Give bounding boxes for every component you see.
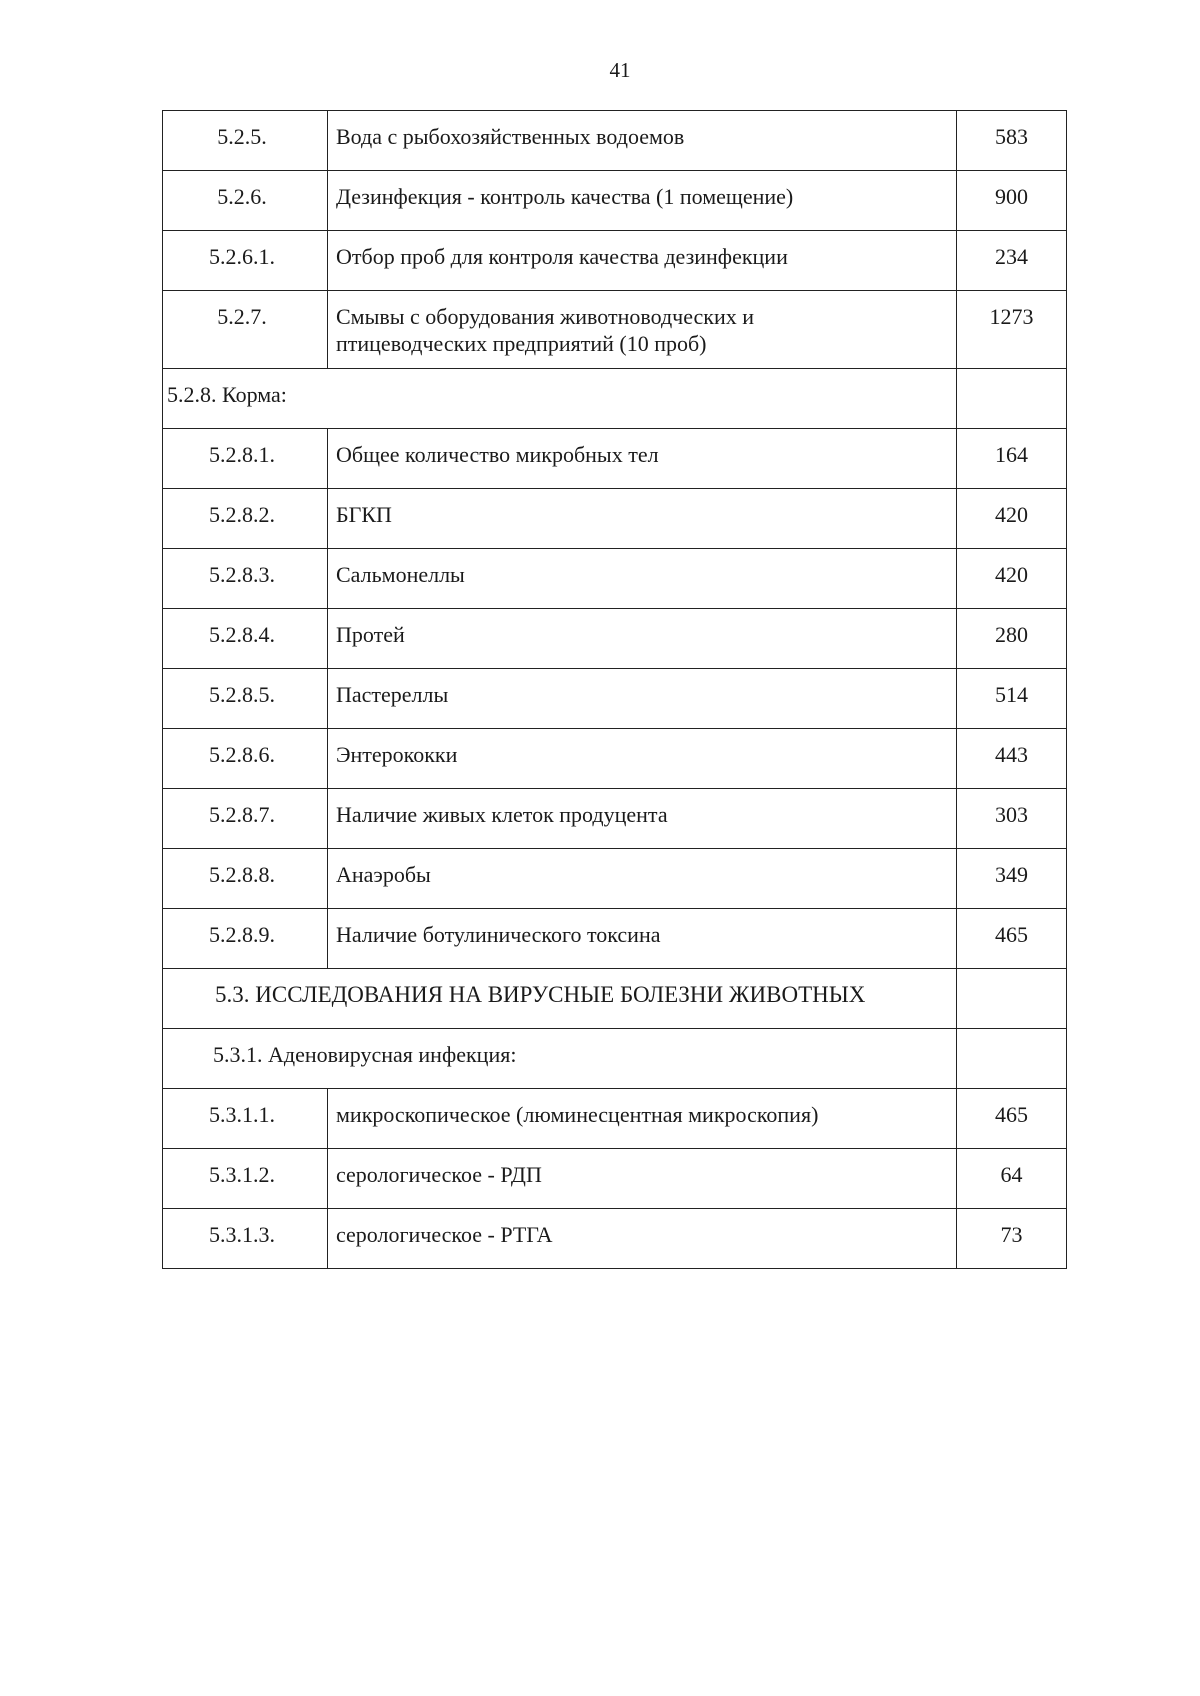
table-row xyxy=(163,429,1067,489)
table-row xyxy=(163,231,1067,291)
row-code: 5.3.1.3. xyxy=(163,1209,328,1269)
row-name: Анаэробы xyxy=(328,849,957,909)
row-name: Дезинфекция - контроль качества (1 помещение) xyxy=(328,171,957,231)
table-row xyxy=(163,789,1067,849)
row-code: 5.2.8.7. xyxy=(163,789,328,849)
table-row xyxy=(163,849,1067,909)
row-name: Пастереллы xyxy=(328,669,957,729)
price-table xyxy=(162,110,1067,1269)
row-code: 5.2.6.1. xyxy=(163,231,328,291)
row-code: 5.3.1.2. xyxy=(163,1149,328,1209)
row-code: 5.2.7. xyxy=(163,291,328,369)
row-name xyxy=(328,291,957,369)
row-code: 5.2.8.5. xyxy=(163,669,328,729)
table-row xyxy=(163,1209,1067,1269)
row-name: Энтерококки xyxy=(328,729,957,789)
table-row xyxy=(163,549,1067,609)
row-name: серологическое - РТГА xyxy=(328,1209,957,1269)
table-row xyxy=(163,969,1067,1029)
table-row xyxy=(163,1149,1067,1209)
table-row xyxy=(163,669,1067,729)
row-price: 900 xyxy=(957,171,1067,231)
row-price-empty xyxy=(957,1029,1067,1089)
row-name: Наличие живых клеток продуцента xyxy=(328,789,957,849)
row-price: 164 xyxy=(957,429,1067,489)
group-header: 5.2.8. Корма: xyxy=(163,369,957,429)
table-row xyxy=(163,111,1067,171)
row-code: 5.2.5. xyxy=(163,111,328,171)
row-price-empty xyxy=(957,369,1067,429)
row-price: 1273 xyxy=(957,291,1067,369)
row-code: 5.2.8.6. xyxy=(163,729,328,789)
section-title: 5.3. ИССЛЕДОВАНИЯ НА ВИРУСНЫЕ БОЛЕЗНИ ЖИВОТНЫХ xyxy=(163,969,957,1029)
table-row xyxy=(163,609,1067,669)
row-price-empty xyxy=(957,969,1067,1029)
row-name: Наличие ботулинического токсина xyxy=(328,909,957,969)
table-row xyxy=(163,369,1067,429)
row-name: серологическое - РДП xyxy=(328,1149,957,1209)
row-price: 443 xyxy=(957,729,1067,789)
row-name: Отбор проб для контроля качества дезинфекции xyxy=(328,231,957,291)
row-name-line: птицеводческих предприятий (10 проб) xyxy=(336,331,707,356)
table-row xyxy=(163,729,1067,789)
table-row xyxy=(163,291,1067,369)
table-row xyxy=(163,1029,1067,1089)
row-name: микроскопическое (люминесцентная микроскопия) xyxy=(328,1089,957,1149)
table-row xyxy=(163,489,1067,549)
row-price: 349 xyxy=(957,849,1067,909)
row-price: 420 xyxy=(957,549,1067,609)
row-price: 420 xyxy=(957,489,1067,549)
row-name: Общее количество микробных тел xyxy=(328,429,957,489)
row-price: 64 xyxy=(957,1149,1067,1209)
row-code: 5.2.8.9. xyxy=(163,909,328,969)
row-price: 303 xyxy=(957,789,1067,849)
row-code: 5.2.8.4. xyxy=(163,609,328,669)
row-price: 465 xyxy=(957,909,1067,969)
row-code: 5.2.8.8. xyxy=(163,849,328,909)
row-name-line: Смывы с оборудования животноводческих и xyxy=(336,304,755,329)
row-price: 234 xyxy=(957,231,1067,291)
row-name: Вода с рыбохозяйственных водоемов xyxy=(328,111,957,171)
row-price: 583 xyxy=(957,111,1067,171)
row-code: 5.2.6. xyxy=(163,171,328,231)
row-code: 5.2.8.1. xyxy=(163,429,328,489)
row-code: 5.2.8.2. xyxy=(163,489,328,549)
table-row xyxy=(163,1089,1067,1149)
page-number: 41 xyxy=(609,58,631,82)
row-name: Сальмонеллы xyxy=(328,549,957,609)
row-price: 465 xyxy=(957,1089,1067,1149)
row-code: 5.2.8.3. xyxy=(163,549,328,609)
subsection-title: 5.3.1. Аденовирусная инфекция: xyxy=(163,1029,957,1089)
table-row xyxy=(163,171,1067,231)
row-price: 514 xyxy=(957,669,1067,729)
row-name: Протей xyxy=(328,609,957,669)
row-price: 73 xyxy=(957,1209,1067,1269)
row-price: 280 xyxy=(957,609,1067,669)
row-name: БГКП xyxy=(328,489,957,549)
table-row xyxy=(163,909,1067,969)
row-code: 5.3.1.1. xyxy=(163,1089,328,1149)
